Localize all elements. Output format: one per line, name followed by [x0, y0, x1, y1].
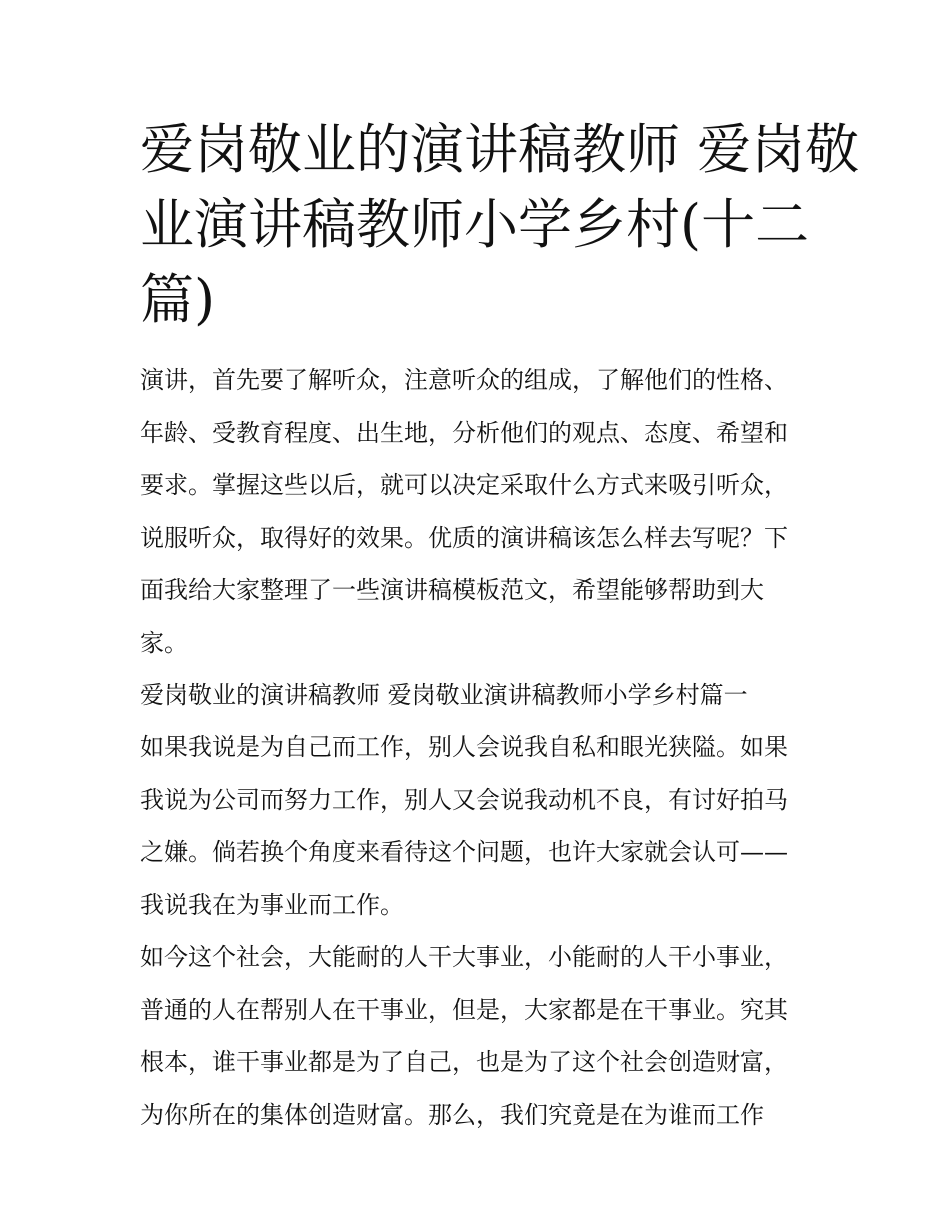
text-line: 为你所在的集体创造财富。那么，我们究竟是在为谁而工作 [140, 1100, 764, 1129]
text-line: 普通的人在帮别人在干事业，但是，大家都是在干事业。究其 [140, 995, 788, 1024]
paragraph-1 [140, 721, 830, 931]
text-line: 面我给大家整理了一些演讲稿模板范文，希望能够帮助到大 [140, 576, 764, 604]
text-line: 演讲，首先要了解听众，注意听众的组成，了解他们的性格、 [140, 366, 788, 394]
paragraph-2 [140, 931, 830, 1141]
title-line: 业演讲稿教师小学乡村(十二 [140, 193, 810, 256]
text-line: 说服听众，取得好的效果。优质的演讲稿该怎么样去写呢？下 [140, 523, 788, 552]
title-line: 篇) [140, 268, 216, 331]
document-title [140, 112, 860, 337]
text-line: 之嫌。倘若换个角度来看待这个问题，也许大家就会认可—— [140, 838, 788, 866]
text-line: 家。 [140, 628, 188, 657]
document-body [140, 354, 830, 1141]
intro-paragraph [140, 354, 830, 669]
title-line: 爱岗敬业的演讲稿教师 爱岗敬 [140, 118, 860, 181]
text-line: 我说为公司而努力工作，别人又会说我动机不良，有讨好拍马 [140, 785, 788, 814]
text-line: 年龄、受教育程度、出生地，分析他们的观点、态度、希望和 [140, 418, 788, 447]
section-heading: 爱岗敬业的演讲稿教师 爱岗敬业演讲稿教师小学乡村篇一 [140, 681, 748, 709]
text-line: 如果我说是为自己而工作，别人会说我自私和眼光狭隘。如果 [140, 733, 788, 761]
text-line: 要求。掌握这些以后，就可以决定采取什么方式来吸引听众， [140, 471, 788, 499]
text-line: 如今这个社会，大能耐的人干大事业，小能耐的人干小事业， [140, 943, 788, 971]
text-line: 我说我在为事业而工作。 [140, 890, 404, 919]
text-line: 根本，谁干事业都是为了自己，也是为了这个社会创造财富， [140, 1048, 788, 1076]
